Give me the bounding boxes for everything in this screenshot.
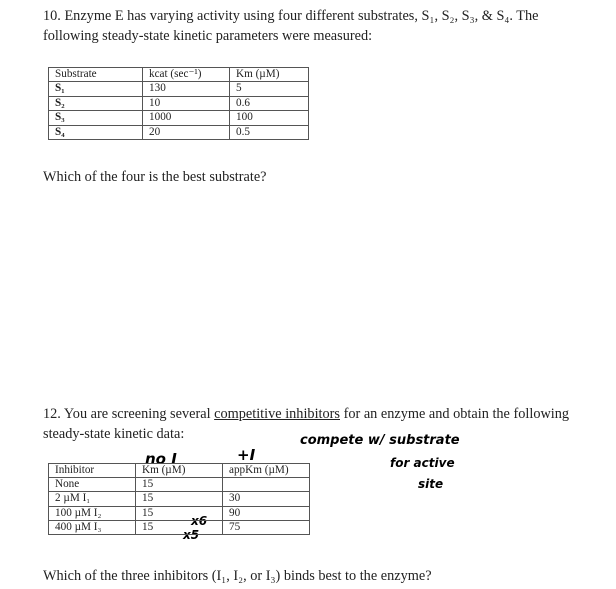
cell-km: 5 [230,82,309,96]
cell-substrate: S₃ [49,111,143,125]
q10-line1: 10. Enzyme E has varying activity using four different substrates, S₁, S₂, S₃, & S₄. The [43,8,539,24]
table-header-row [49,68,309,82]
table-row [49,520,310,534]
annotation-plus-inhibitor: +I [237,446,256,464]
cell-app-km: 30 [223,492,310,506]
table-row [49,96,309,110]
cell-kcat: 130 [143,82,230,96]
cell-substrate: S₄ [49,125,143,139]
cell-kcat: 1000 [143,111,230,125]
cell-km: 0.5 [230,125,309,139]
table-row [49,111,309,125]
table-header-row [49,464,310,478]
cell-km: 15 [136,520,223,534]
cell-km: 15 [136,478,223,492]
table-row [49,125,309,139]
q10-line2: following steady-state kinetic parameters were measured: [43,28,373,44]
cell-inhibitor: 100 µM I₂ [49,506,136,520]
header-km: Km (µM) [230,68,309,82]
q12-line2: steady-state kinetic data: [43,426,185,442]
cell-substrate: S₂ [49,96,143,110]
cell-app-km: 90 [223,506,310,520]
q12-line1-b: for an enzyme and obtain the following [340,406,570,422]
cell-inhibitor: None [49,478,136,492]
cell-km: 15 [136,506,223,520]
cell-substrate: S₁ [49,82,143,96]
table-row [49,506,310,520]
annotation-x6: x6 [191,514,208,528]
cell-kcat: 20 [143,125,230,139]
header-app-km: appKm (µM) [223,464,310,478]
header-inhibitor: Inhibitor [49,464,136,478]
table-row [49,82,309,96]
cell-km: 15 [136,492,223,506]
question-10-text [43,6,539,46]
cell-inhibitor: 400 µM I₃ [49,520,136,534]
table-row [49,492,310,506]
cell-kcat: 10 [143,96,230,110]
header-kcat: kcat (sec⁻¹) [143,68,230,82]
q12-line1 [43,404,569,424]
cell-km: 100 [230,111,309,125]
annotation-no-inhibitor: no I [145,450,177,468]
cell-app-km [223,478,310,492]
table-row [49,478,310,492]
substrate-table [48,67,309,140]
header-km: Km (µM) [136,464,223,478]
annotation-active-1: for active [390,456,455,470]
annotation-active-2: site [418,477,444,491]
q12-underlined-term: competitive inhibitors [214,406,340,422]
annotation-compete: compete w/ substrate [300,433,460,448]
q12-question: Which of the three inhibitors (I₁, I₂, or I₃) binds best to the enzyme? [43,568,432,584]
cell-inhibitor: 2 µM I₁ [49,492,136,506]
q10-question: Which of the four is the best substrate? [43,169,267,185]
annotation-x5: x5 [183,528,200,542]
inhibitor-table [48,463,310,535]
q12-line1-a: 12. You are screening several [43,406,215,422]
header-substrate: Substrate [49,68,143,82]
cell-km: 0.6 [230,96,309,110]
cell-app-km: 75 [223,520,310,534]
